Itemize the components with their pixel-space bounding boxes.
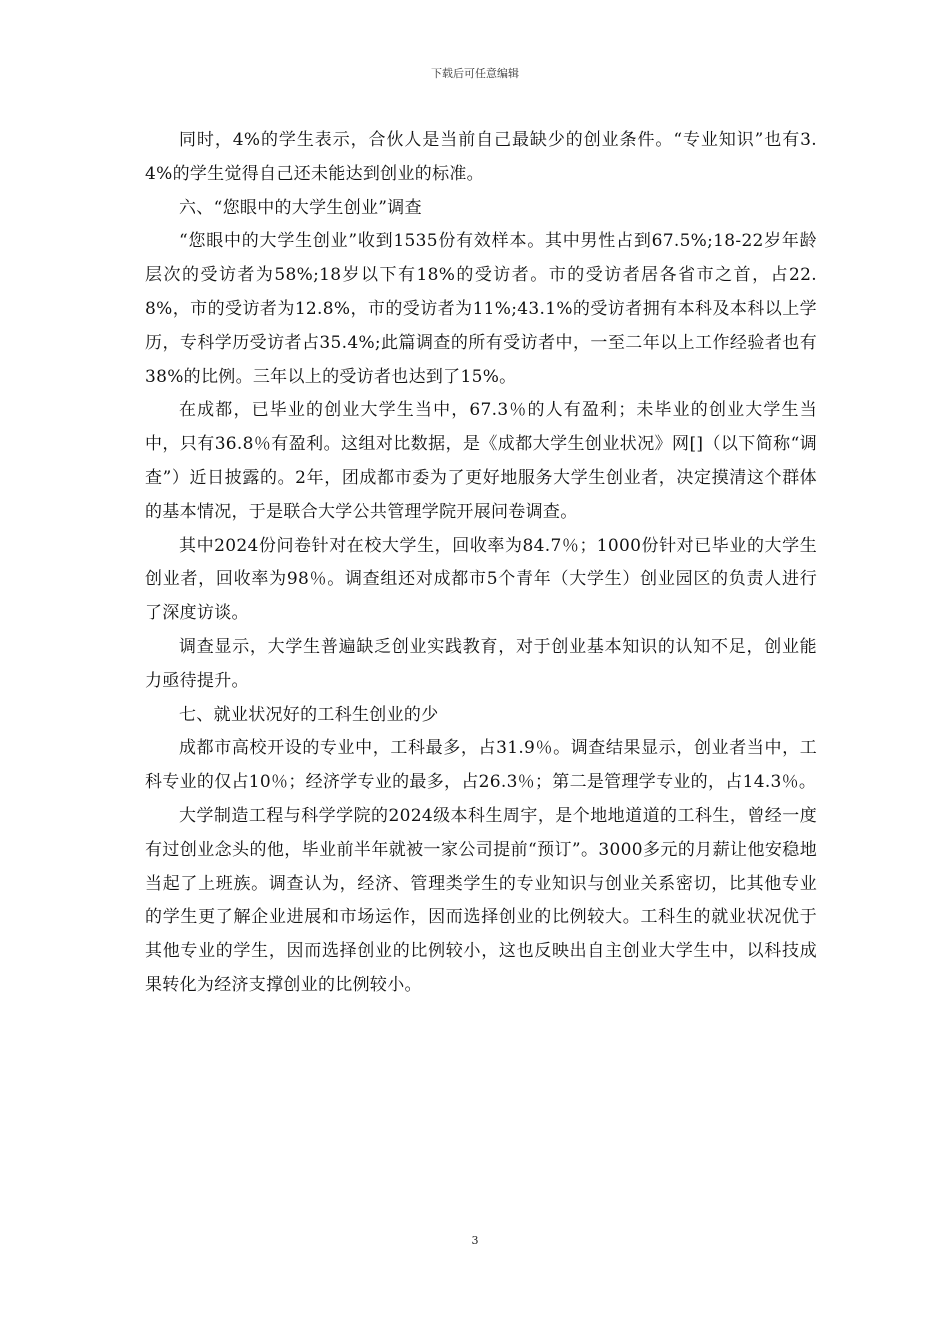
paragraph-majors: 成都市高校开设的专业中，工科最多，占31.9％。调查结果显示，创业者当中，工科专业的仅占10％；经济学专业的最多，占26.3％；第二是管理学专业的，占14.3％。 — [145, 738, 817, 793]
paragraph-partner-shortage: 同时，4%的学生表示，合伙人是当前自己最缺少的创业条件。“专业知识”也有3.4%的学生觉得自己还未能达到创业的标准。 — [145, 130, 817, 184]
document-body — [145, 124, 817, 1003]
section-heading-6: 六、“您眼中的大学生创业”调查 — [179, 197, 422, 218]
paragraph-survey-findings: 调查显示，大学生普遍缺乏创业实践教育，对于创业基本知识的认知不足，创业能力亟待提升。 — [145, 636, 817, 691]
page-header: 下载后可任意编辑 — [431, 67, 519, 80]
paragraph-questionnaire: 其中2024份问卷针对在校大学生，回收率为84.7％；1000份针对已毕业的大学生创业者，回收率为98％。调查组还对成都市5个青年（大学生）创业园区的负责人进行了深度访谈。 — [145, 535, 817, 624]
paragraph-chengdu-profit: 在成都，已毕业的创业大学生当中，67.3％的人有盈利；未毕业的创业大学生当中，只有36.8％有盈利。这组对比数据，是《成都大学生创业状况》网[]（以下简称“调查”）近日披露的。2年，团成都市委为了更好地服务大学生创业者，决定摸清这个群体的基本情况，于是联合大学公共管理学院开展问卷调查。 — [145, 400, 817, 522]
paragraph-survey-sample: “您眼中的大学生创业”收到1535份有效样本。其中男性占到67.5%;18-22岁年龄层次的受访者为58%;18岁以下有18%的受访者。市的受访者居各省市之首，占22.8%，市的受访者为12.8%，市的受访者为11%;43.1%的受访者拥有本科及本科以上学历，专科学历受访者占35.4%;此篇调查的所有受访者中，一至二年以上工作经验者也有38%的比例。三年以上的受访者也达到了15%。 — [145, 231, 817, 387]
paragraph-engineering-student: 大学制造工程与科学学院的2024级本科生周宇，是个地地道道的工科生，曾经一度有过创业念头的他，毕业前半年就被一家公司提前“预订”。3000多元的月薪让他安稳地当起了上班族。调查认为，经济、管理类学生的专业知识与创业关系密切，比其他专业的学生更了解企业进展和市场运作，因而选择创业的比例较大。工科生的就业状况优于其他专业的学生，因而选择创业的比例较小，这也反映出自主创业大学生中，以科技成果转化为经济支撑创业的比例较小。 — [145, 805, 817, 995]
section-heading-7: 七、就业状况好的工科生创业的少 — [179, 704, 439, 725]
page-number: 3 — [471, 1234, 479, 1247]
